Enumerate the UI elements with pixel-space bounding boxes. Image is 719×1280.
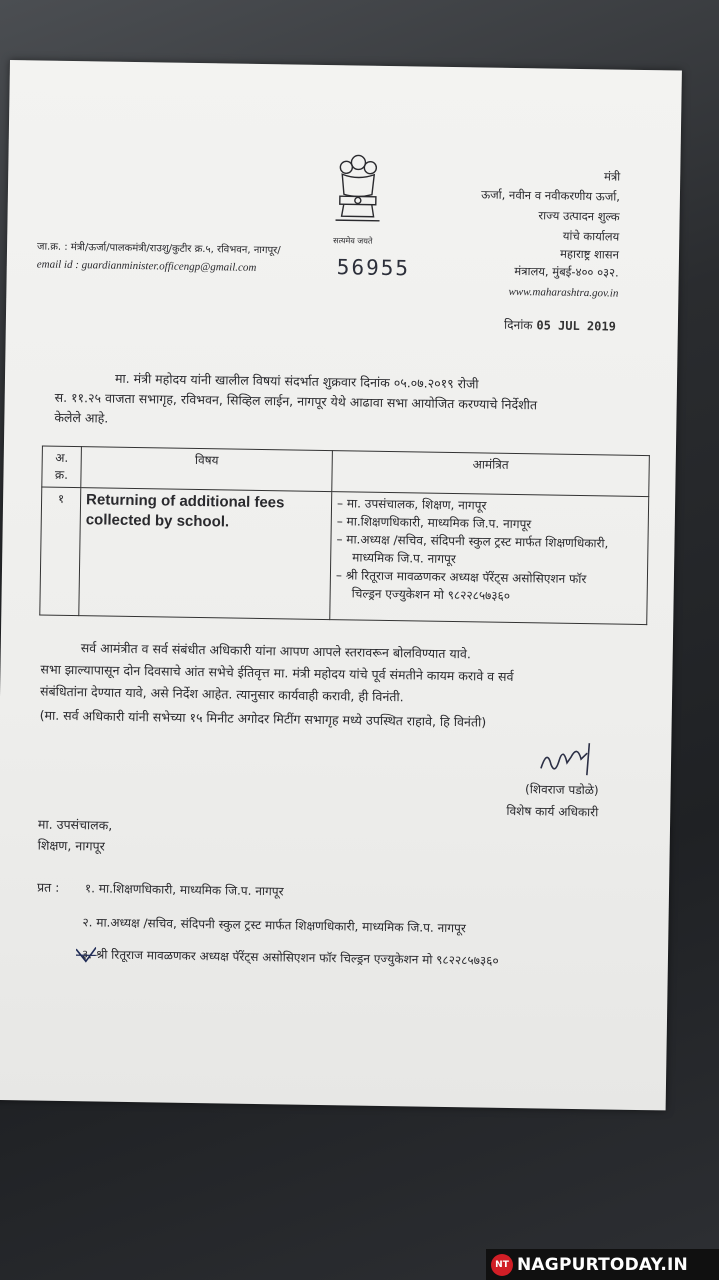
invitee-line: चिल्ड्रन एज्युकेशन मो ९८२२८५७३६० — [351, 586, 511, 603]
ashoka-emblem-icon — [329, 150, 386, 233]
handwritten-inward-number: 56955 — [336, 255, 411, 281]
body-line-1: सर्व आमंत्रीत व सर्व संबंधीत अधिकारी यांना आपण आपले स्तरावरून बोलविण्यात यावे. — [80, 640, 471, 662]
handwritten-signature — [537, 738, 598, 779]
invitee-line: माध्यमिक जि.प. नागपूर — [352, 550, 456, 567]
addressee-line-2: शिक्षण, नागपूर — [37, 837, 105, 854]
invitee-line: – मा.अध्यक्ष /सचिव, संदिपनी स्कुल ट्रस्ट मार्फत शिक्षणधिकारी, — [336, 532, 609, 551]
intro-line-3: केलेले आहे. — [54, 409, 109, 426]
watermark-logo: NT — [491, 1254, 513, 1276]
copy-item-2: २. मा.अध्यक्ष /सचिव, संदिपनी स्कुल ट्रस्ट मार्फत शिक्षणधिकारी, माध्यमिक जि.प. नागपूर — [82, 915, 466, 936]
header-invited: आमंत्रित — [332, 451, 650, 497]
row-serial: १ — [40, 487, 81, 616]
row-invitees — [330, 492, 649, 625]
site-watermark — [486, 1249, 719, 1280]
header-government: महाराष्ट्र शासन — [559, 246, 620, 262]
header-serial: अ. क्र. — [42, 446, 82, 488]
intro-line-2: स. ११.२५ वाजता सभागृह, रविभवन, सिव्हिल लाईन, नागपूर येथे आढावा सभा आयोजित करण्याचे निर्देशीत — [54, 389, 538, 413]
intro-line-1: मा. मंत्री महोदय यांनी खालील विषयां संदर्भात शुक्रवार दिनांक ०५.०७.२०१९ रोजी — [114, 370, 479, 392]
body-line-3: संबंधितांना देण्यात यावे, असे निर्देश आहेत. त्यानुसार कार्यवाही करावी, ही विनंती. — [39, 683, 404, 705]
watermark-text: NAGPURTODAY.IN — [517, 1254, 688, 1275]
invitee-line: – मा.शिक्षणधिकारी, माध्यमिक जि.प. नागपूर — [336, 514, 532, 532]
header-address: मंत्रालय, मुंबई-४०० ०३२. — [514, 263, 619, 280]
header-excise: राज्य उत्पादन शुल्क — [538, 208, 620, 224]
letter-date — [504, 316, 616, 335]
header-minister: मंत्री — [603, 169, 621, 184]
reference-number: जा.क्र. : मंत्री/ऊर्जा/पालकमंत्री/राउशु/कुटीर क्र.५, रविभवन, नागपूर/ — [36, 241, 281, 257]
header-subject: विषय — [81, 447, 333, 492]
signatory-name: (शिवराज पडोळे) — [524, 782, 599, 798]
body-line-2: सभा झाल्यापासून दोन दिवसाचे आंत सभेचे ईतिवृत्त मा. मंत्री महोदय यांचे पूर्व संमतीने कायम करावे व सर्व — [40, 661, 514, 684]
date-stamp: 05 JUL 2019 — [536, 318, 616, 334]
table-row — [40, 487, 649, 625]
meeting-table — [39, 446, 650, 626]
copy-label: प्रत : — [36, 879, 60, 895]
emblem-motto: सत्यमेव जयते — [333, 236, 373, 246]
copy-item-3: ३. श्री रितूराज मावळणकर अध्यक्ष पॅरेंट्स असोसिएशन फॉर चिल्ड्रन एज्युकेशन मो ९८२२८५७३६० — [81, 947, 499, 968]
row-subject: Returning of additional fees collected by school. — [79, 488, 332, 620]
body-line-4: (मा. सर्व अधिकारी यांनी सभेच्या १५ मिनीट अगोदर मिटींग सभागृह मध्ये उपस्थित राहावे, हि विनंती) — [39, 707, 487, 730]
header-office: यांचे कार्यालय — [562, 228, 620, 244]
header-website: www.maharashtra.gov.in — [508, 285, 619, 300]
header-department: ऊर्जा, नवीन व नवीकरणीय ऊर्जा, — [481, 187, 621, 204]
copy-item-1: १. मा.शिक्षणधिकारी, माध्यमिक जि.प. नागपूर — [84, 881, 284, 899]
invitee-line: – श्री रितूराज मावळणकर अध्यक्ष पॅरेंट्स असोसिएशन फॉर — [335, 568, 587, 587]
email-address: email id : guardianminister.officengp@gmail.com — [36, 258, 257, 274]
invitee-line: – मा. उपसंचालक, शिक्षण, नागपूर — [336, 496, 487, 513]
signatory-title: विशेष कार्य अधिकारी — [506, 803, 599, 820]
addressee-line-1: मा. उपसंचालक, — [37, 816, 113, 833]
letter-page — [0, 60, 682, 1110]
date-label: दिनांक — [504, 317, 533, 333]
pen-strike-mark — [76, 945, 96, 963]
